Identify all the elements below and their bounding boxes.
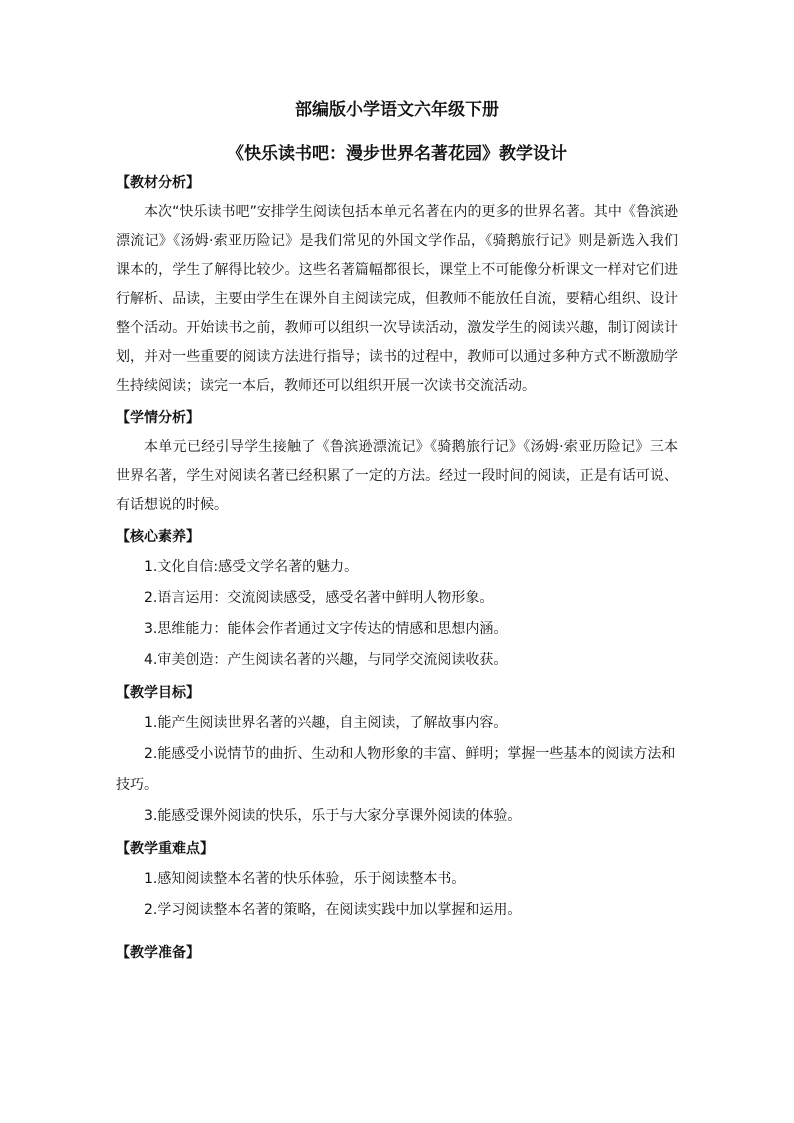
document-title: 部编版小学语文六年级下册	[295, 100, 499, 120]
section-core-literacy	[116, 526, 678, 676]
list-item: 3.思维能力：能体会作者通过文字传达的情感和思想内涵。	[144, 621, 508, 637]
list-item: 2.学习阅读整本名著的策略，在阅读实践中加以掌握和运用。	[144, 902, 522, 918]
list-item: 2.语言运用：交流阅读感受，感受名著中鲜明人物形象。	[144, 590, 494, 606]
list-item: 3.能感受课外阅读的快乐，乐于与大家分享课外阅读的体验。	[144, 808, 522, 824]
section-heading: 【教材分析】	[116, 175, 200, 191]
section-heading: 【教学准备】	[116, 945, 200, 961]
section-student-analysis	[116, 407, 678, 520]
spacer	[116, 928, 678, 936]
list-item: 4.审美创造：产生阅读名著的兴趣，与同学交流阅读收获。	[144, 652, 508, 668]
section-key-difficulties	[116, 838, 678, 926]
section-heading: 【教学目标】	[116, 685, 200, 701]
list-item: 1.能产生阅读世界名著的兴趣，自主阅读，了解故事内容。	[144, 715, 508, 731]
list-item: 1.文化自信:感受文学名著的魅力。	[144, 559, 359, 575]
list-item: 2.能感受小说情节的曲折、生动和人物形象的丰富、鲜明；掌握一些基本的阅读方法和技巧。	[116, 746, 676, 793]
section-teaching-objectives	[116, 682, 678, 832]
section-textbook-analysis	[116, 172, 678, 401]
section-heading: 【教学重难点】	[116, 841, 214, 857]
section-heading: 【核心素养】	[116, 529, 200, 545]
section-heading: 【学情分析】	[116, 410, 200, 426]
section-teaching-preparation	[116, 942, 678, 964]
paragraph: 本次“快乐读书吧”安排学生阅读包括本单元名著在内的更多的世界名著。其中《鲁滨逊漂流记》《汤姆·索亚历险记》是我们常见的外国文学作品，《骑鹅旅行记》则是新选入我们课本的，学生了解得比较少。这些名著篇幅都很长，课堂上不可能像分析课文一样对它们进行解析、品读，主要由学生在课外自主阅读完成，但教师不能放任自流，要精心组织、设计整个活动。开始读书之前，教师可以组织一次导读活动，激发学生的阅读兴趣，制订阅读计划，并对一些重要的阅读方法进行指导；读书的过程中，教师可以通过多种方式不断激励学生持续阅读；读完一本后，教师还可以组织开展一次读书交流活动。	[116, 204, 678, 394]
paragraph: 本单元已经引导学生接触了《鲁滨逊漂流记》《骑鹅旅行记》《汤姆·索亚历险记》三本世界名著，学生对阅读名著已经积累了一定的方法。经过一段时间的阅读，正是有话可说、有话想说的时候。	[116, 439, 678, 513]
list-item: 1.感知阅读整本名著的快乐体验，乐于阅读整本书。	[144, 871, 466, 887]
document-subtitle: 《快乐读书吧：漫步世界名著花园》教学设计	[227, 144, 567, 164]
